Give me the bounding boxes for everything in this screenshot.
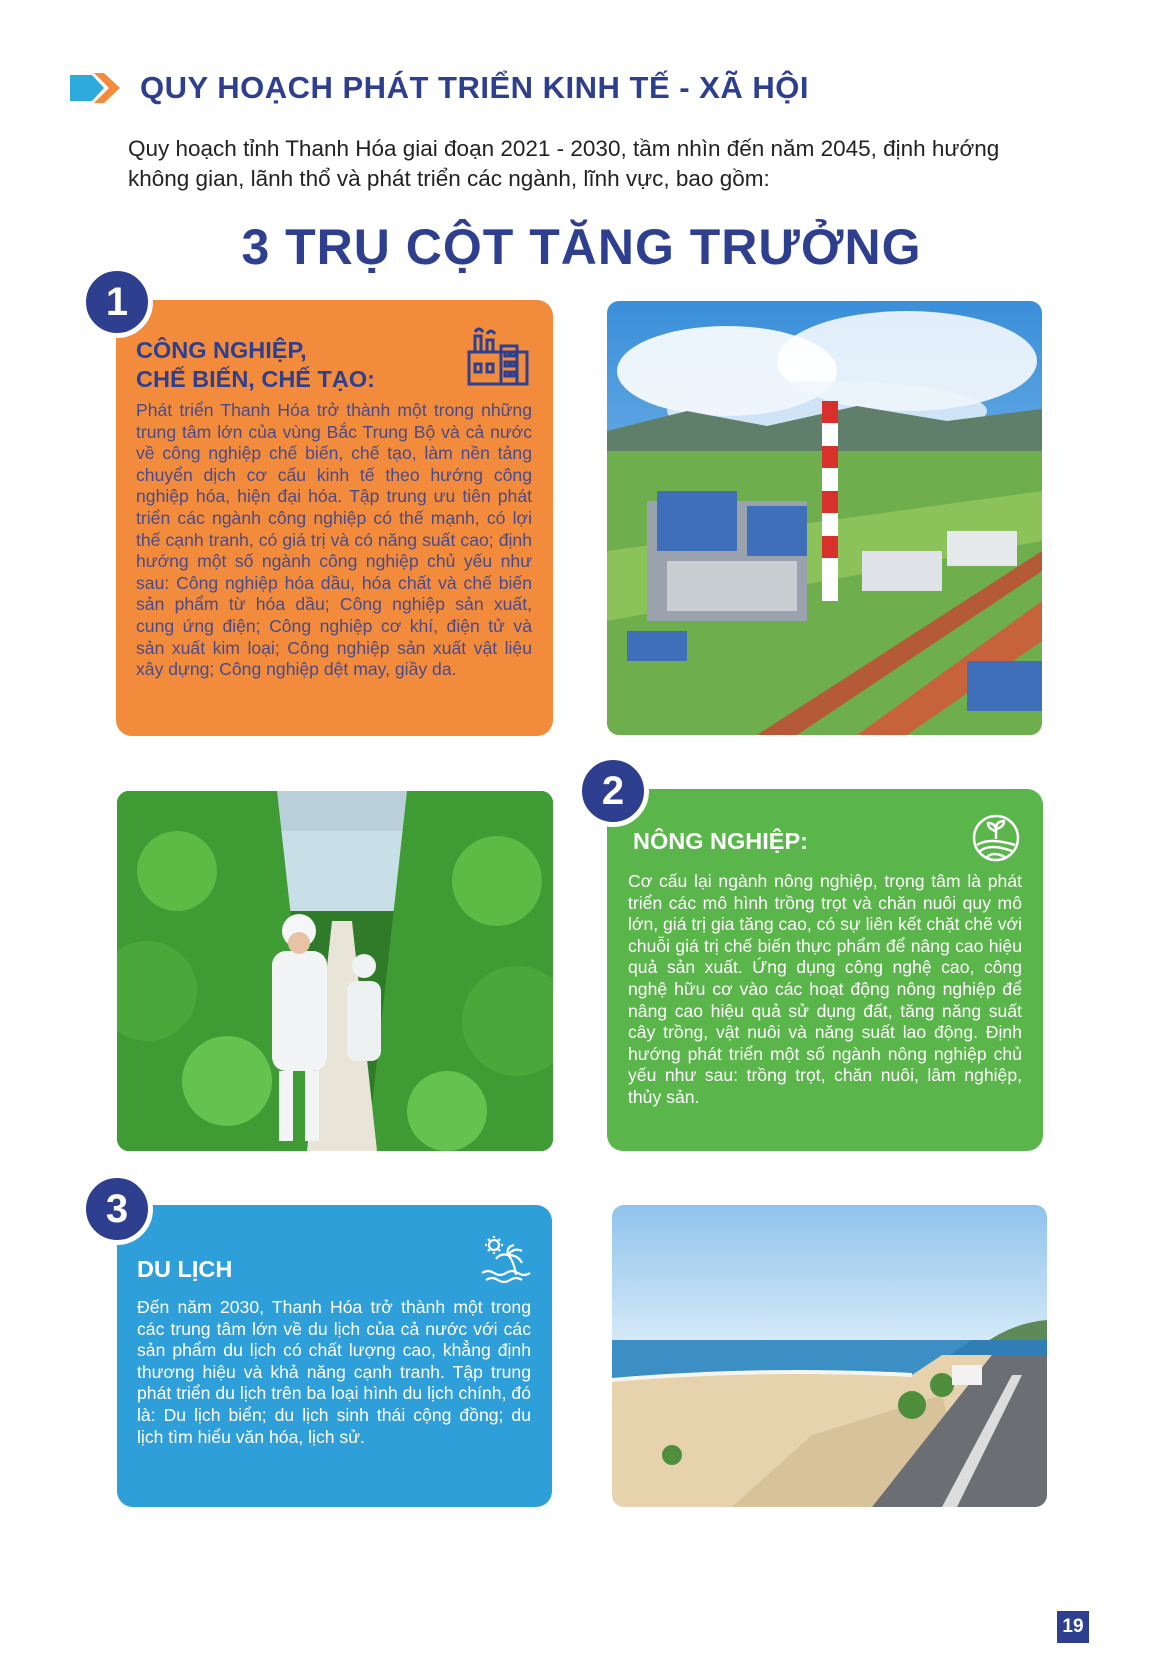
pillar-title-industry <box>136 336 375 394</box>
pillar-body-agriculture: Cơ cấu lại ngành nông nghiệp, trọng tâm là phát triển các mô hình trồng trọt và chăn nuôi quy mô lớn, giá trị gia tăng cao, có sự liên kết chặt chẽ với chuỗi giá trị chế biến thực phẩm để nâng cao hiệu quả sản xuất. Ứng dụng công nghệ cao, công nghệ hữu cơ vào các hoạt động nông nghiệp để nâng cao hiệu quả sử dụng đất, tăng năng suất cây trồng, vật nuôi và năng suất lao động. Định hướng phát triển một số ngành nông nghiệp chủ yếu như sau: trồng trọt, chăn nuôi, lâm nghiệp, thủy sản. <box>628 871 1022 1107</box>
page-number: 19 <box>1057 1611 1089 1643</box>
intro-paragraph: Quy hoạch tỉnh Thanh Hóa giai đoạn 2021 - 2030, tầm nhìn đến năm 2045, định hướng không gian, lãnh thổ và phát triển các ngành, lĩnh vực, bao gồm: <box>128 136 1000 191</box>
pillar-card-industry <box>116 300 553 736</box>
page-title: 3 TRỤ CỘT TĂNG TRƯỞNG <box>241 219 922 275</box>
double-chevron-right-icon <box>70 71 126 105</box>
section-header <box>70 70 809 106</box>
beach-palm-icon <box>480 1235 532 1285</box>
pillar-number-badge: 3 <box>81 1173 153 1245</box>
pillar-body-industry: Phát triển Thanh Hóa trở thành một trong những trung tâm lớn của vùng Bắc Trung Bộ và cả nước về công nghiệp chế biến, chế tạo, làm nền tảng chuyển dịch cơ cấu kinh tế theo hướng công nghiệp hóa, hiện đại hóa. Tập trung ưu tiên phát triển các ngành công nghiệp có thế mạnh, có lợi thế cạnh tranh, có giá trị và có năng suất cao; định hướng một số ngành công nghiệp chủ yếu như sau: Công nghiệp hóa dầu, hóa chất và chế biến sản phẩm từ hóa dầu; Công nghiệp sản xuất, cung ứng điện; Công nghiệp cơ khí, điện tử và sản xuất kim loại; Công nghiệp sản xuất vật liệu xây dựng; Công nghiệp dệt may, giầy da. <box>136 400 532 680</box>
beach-photo <box>612 1205 1047 1507</box>
pillar-number-badge: 1 <box>81 266 153 338</box>
power-plant-photo <box>607 301 1042 735</box>
greenhouse-farm-photo <box>117 791 553 1151</box>
pillar-card-tourism <box>117 1205 552 1507</box>
pillar-body-tourism: Đến năm 2030, Thanh Hóa trở thành một trong các trung tâm lớn về du lịch của cả nước với các sản phẩm du lịch có chất lượng cao, khẳng định thương hiệu và khả năng cạnh tranh. Tập trung phát triển du lịch trên ba loại hình du lịch chính, đó là: Du lịch biển; du lịch sinh thái cộng đồng; du lịch tìm hiểu văn hóa, lịch sử. <box>137 1297 531 1447</box>
factory-icon <box>465 322 531 388</box>
pillar-title-line: CHẾ BIẾN, CHẾ TẠO: <box>136 366 375 392</box>
pillar-card-agriculture <box>607 789 1043 1151</box>
pillar-number-badge: 2 <box>577 755 649 827</box>
pillar-title-line: CÔNG NGHIỆP, <box>136 337 307 363</box>
pillar-title-tourism: DU LỊCH <box>137 1256 233 1282</box>
pillar-title-agriculture: NÔNG NGHIỆP: <box>633 828 808 854</box>
section-title: QUY HOẠCH PHÁT TRIỂN KINH TẾ - XÃ HỘI <box>140 70 809 105</box>
sprout-field-icon <box>971 813 1021 863</box>
